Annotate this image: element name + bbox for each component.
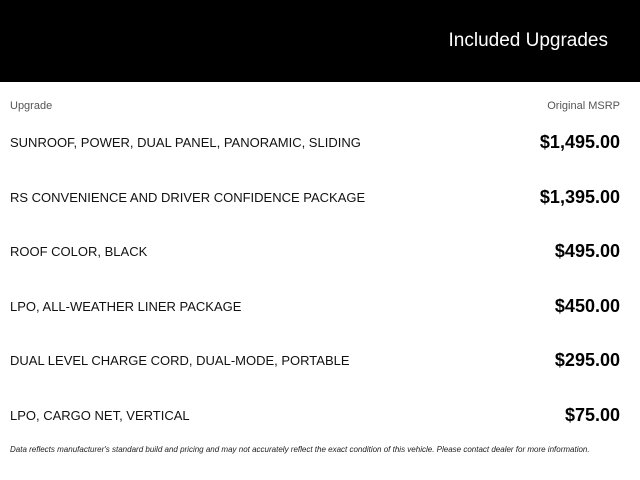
upgrade-price: $295.00 [554, 350, 620, 370]
upgrade-price: $1,495.00 [539, 132, 620, 152]
page-title: Included Upgrades [448, 30, 608, 51]
upgrade-name: DUAL LEVEL CHARGE CORD, DUAL-MODE, PORTABLE [10, 353, 350, 368]
table-row [0, 333, 640, 388]
upgrade-price: $495.00 [554, 241, 620, 261]
table-row [0, 224, 640, 279]
upgrade-name: SUNROOF, POWER, DUAL PANEL, PANORAMIC, SLIDING [10, 135, 361, 150]
table-row [0, 279, 640, 334]
table-row [0, 388, 640, 443]
upgrade-price: $1,395.00 [539, 186, 620, 207]
upgrade-name: RS CONVENIENCE AND DRIVER CONFIDENCE PACKAGE [10, 189, 366, 205]
disclaimer-text: Data reflects manufacturer's standard build and pricing and may not accurately reflect the exact condition of this vehicle. Please contact dealer for more information. [10, 445, 590, 454]
table-row [0, 170, 640, 225]
column-header-msrp: Original MSRP [547, 100, 620, 112]
table-row [0, 115, 640, 170]
upgrade-price: $450.00 [554, 295, 620, 316]
upgrade-name: LPO, CARGO NET, VERTICAL [10, 407, 190, 423]
upgrade-name: ROOF COLOR, BLACK [10, 244, 148, 259]
upgrade-name: LPO, ALL-WEATHER LINER PACKAGE [10, 298, 242, 314]
column-header-upgrade: Upgrade [10, 100, 53, 112]
header-bar [0, 0, 640, 82]
upgrade-price: $75.00 [564, 404, 620, 425]
upgrades-table [0, 115, 640, 442]
